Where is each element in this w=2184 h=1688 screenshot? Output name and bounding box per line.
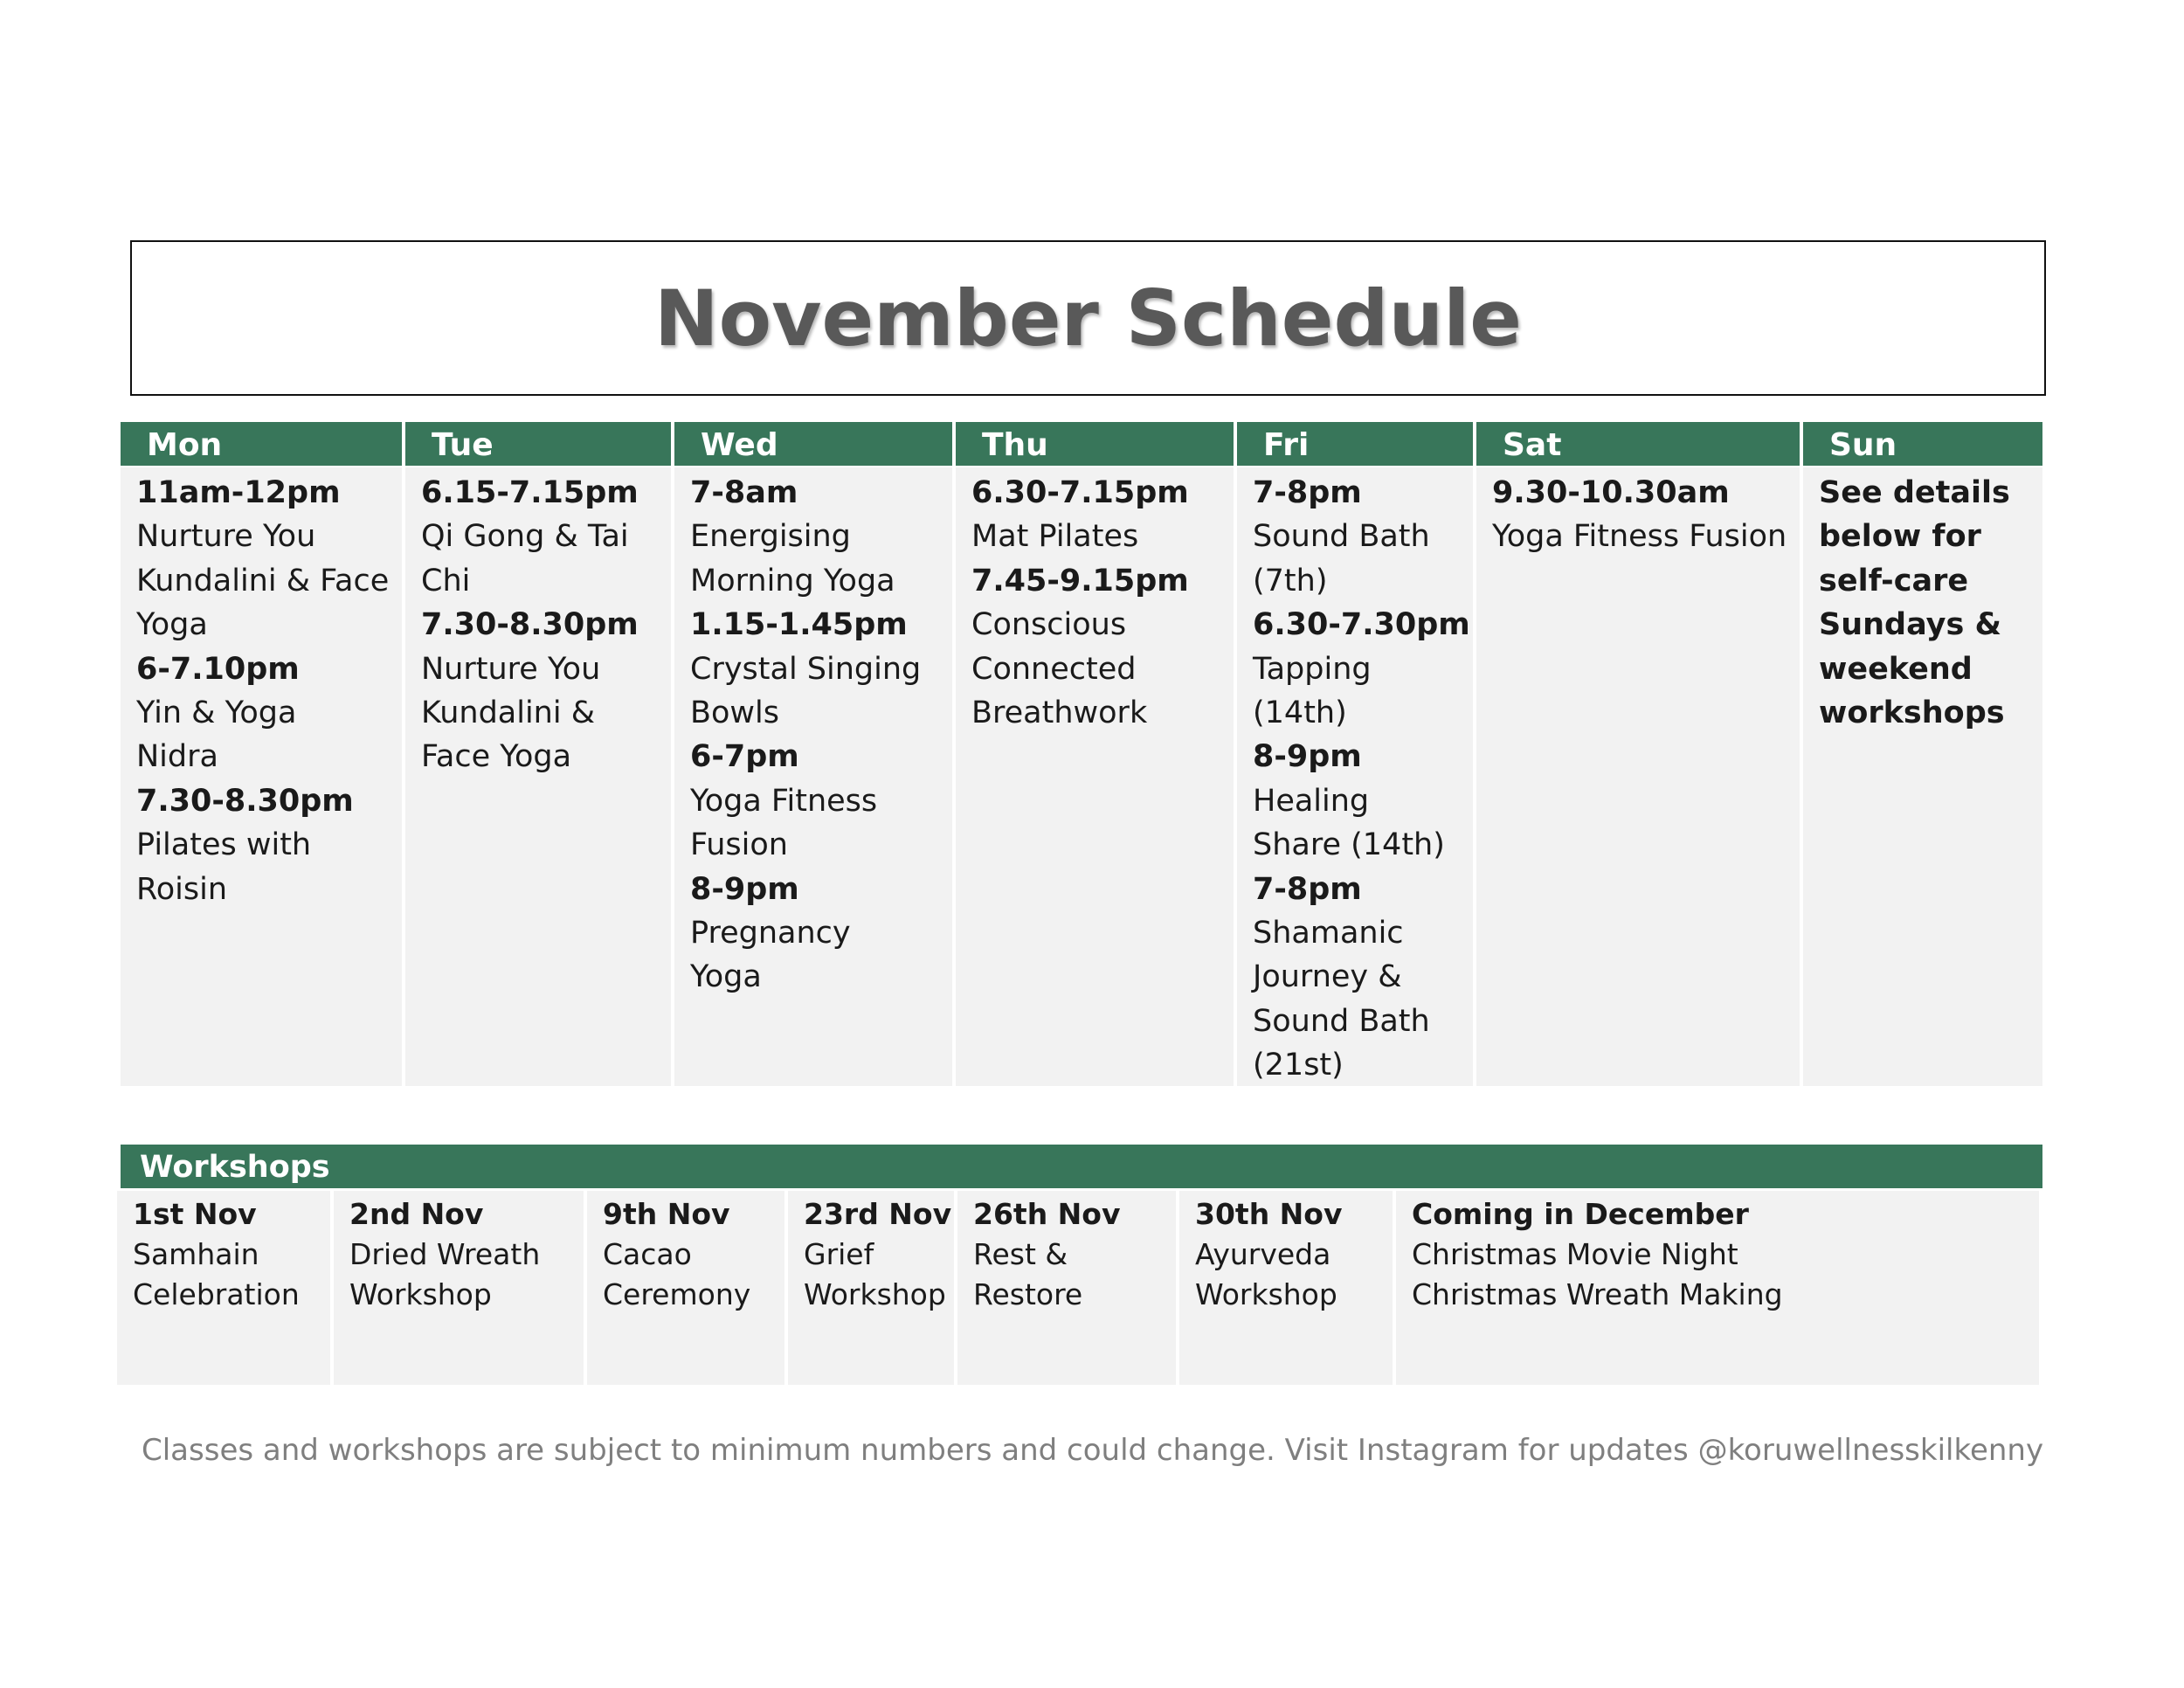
class-time: 6-7pm (690, 739, 799, 775)
class-name-line: Roisin (136, 871, 228, 907)
class-time: 7.30-8.30pm (136, 783, 354, 819)
sunday-note-line: See details (1819, 475, 2010, 510)
day-column-sat (1476, 422, 1800, 1086)
day-column-mon (121, 422, 402, 1086)
day-header: Wed (674, 422, 952, 466)
class-name-line: Pregnancy (690, 916, 851, 951)
workshop-item (1396, 1191, 2039, 1385)
sunday-note-line: Sundays & (1819, 607, 2001, 643)
workshop-name-line: Christmas Movie Night (1412, 1237, 1738, 1271)
workshop-date: 23rd Nov (804, 1197, 952, 1231)
weekly-schedule (121, 422, 2042, 1086)
day-header: Tue (405, 422, 671, 466)
day-column-thu (956, 422, 1234, 1086)
class-name-line: (21st) (1253, 1048, 1344, 1083)
workshop-date: Coming in December (1412, 1197, 1749, 1231)
class-time: 7.45-9.15pm (971, 563, 1189, 598)
sunday-note-line: workshops (1819, 695, 2005, 731)
title-box (130, 240, 2046, 396)
sunday-note-line: below for (1819, 519, 1981, 555)
day-header: Sun (1803, 422, 2042, 466)
class-name-line: Kundalini & Face (136, 563, 390, 598)
workshop-name-line: Restore (973, 1277, 1083, 1311)
workshop-item (117, 1191, 330, 1385)
workshop-date: 1st Nov (133, 1197, 257, 1231)
day-header: Sat (1476, 422, 1800, 466)
class-time: 8-9pm (1253, 739, 1362, 775)
day-body (674, 467, 952, 1086)
day-body (1476, 467, 1800, 1086)
class-time: 7-8pm (1253, 475, 1362, 510)
day-column-fri (1237, 422, 1473, 1086)
workshops-row (121, 1191, 2042, 1385)
class-name-line: Yoga (136, 607, 208, 643)
day-header: Fri (1237, 422, 1473, 466)
workshop-date: 9th Nov (603, 1197, 730, 1231)
workshop-name-line: Rest & (973, 1237, 1068, 1271)
class-time: 7-8am (690, 475, 798, 510)
workshop-name-line: Workshop (1195, 1277, 1337, 1311)
day-column-tue (405, 422, 671, 1086)
class-name-line: Tapping (1253, 651, 1372, 687)
day-body (956, 467, 1234, 1086)
class-name-line: Energising (690, 519, 851, 555)
class-name-line: Yin & Yoga (136, 695, 297, 731)
workshop-name-line: Workshop (804, 1277, 946, 1311)
class-name-line: Yoga Fitness (690, 783, 878, 819)
class-name-line: Sound Bath (1253, 519, 1430, 555)
page-title: November Schedule (654, 273, 1522, 363)
class-name-line: Kundalini & (421, 695, 596, 731)
class-name-line: Chi (421, 563, 471, 598)
sunday-note-line: weekend (1819, 651, 1973, 687)
class-name-line: Yoga Fitness Fusion (1492, 519, 1787, 555)
class-name-line: Nurture You (136, 519, 316, 555)
day-column-sun (1803, 422, 2042, 1086)
workshop-name-line: Christmas Wreath Making (1412, 1277, 1783, 1311)
class-name-line: Morning Yoga (690, 563, 895, 598)
workshop-date: 30th Nov (1195, 1197, 1343, 1231)
workshop-name-line: Cacao (603, 1237, 692, 1271)
workshop-item (1179, 1191, 1393, 1385)
class-name-line: Connected (971, 651, 1137, 687)
workshop-date: 2nd Nov (349, 1197, 484, 1231)
workshop-name-line: Celebration (133, 1277, 300, 1311)
class-name-line: Bowls (690, 695, 780, 731)
class-time: 7-8pm (1253, 871, 1362, 907)
class-time: 1.15-1.45pm (690, 607, 908, 643)
class-name-line: Fusion (690, 827, 788, 863)
class-time: 6.30-7.15pm (971, 475, 1189, 510)
class-name-line: Shamanic (1253, 916, 1404, 951)
class-name-line: Yoga (690, 959, 762, 995)
class-name-line: Qi Gong & Tai (421, 519, 629, 555)
workshop-name-line: Grief (804, 1237, 874, 1271)
workshop-name-line: Ceremony (603, 1277, 751, 1311)
day-body (1237, 467, 1473, 1086)
workshops-section (121, 1145, 2042, 1385)
class-name-line: Face Yoga (421, 739, 572, 775)
day-header: Mon (121, 422, 402, 466)
class-name-line: Journey & (1253, 959, 1402, 995)
class-name-line: Conscious (971, 607, 1127, 643)
class-name-line: Sound Bath (1253, 1003, 1430, 1039)
class-name-line: Mat Pilates (971, 519, 1139, 555)
class-time: 7.30-8.30pm (421, 607, 639, 643)
class-time: 6-7.10pm (136, 651, 300, 687)
class-time: 6.30-7.30pm (1253, 607, 1470, 643)
class-name-line: Nurture You (421, 651, 601, 687)
class-time: 6.15-7.15pm (421, 475, 639, 510)
class-time: 8-9pm (690, 871, 799, 907)
workshop-name-line: Samhain (133, 1237, 259, 1271)
day-body (405, 467, 671, 1086)
day-body (1803, 467, 2042, 1086)
workshop-item (587, 1191, 784, 1385)
class-time: 11am-12pm (136, 475, 341, 510)
class-name-line: Share (14th) (1253, 827, 1445, 863)
workshop-item (334, 1191, 584, 1385)
class-name-line: (7th) (1253, 563, 1328, 598)
workshops-heading: Workshops (121, 1145, 2042, 1188)
workshop-item (788, 1191, 954, 1385)
sunday-note-line: self-care (1819, 563, 1969, 598)
workshop-name-line: Dried Wreath (349, 1237, 541, 1271)
workshop-date: 26th Nov (973, 1197, 1121, 1231)
footer-note: Classes and workshops are subject to minimum numbers and could change. Visit Instagram for updates @koruwellnesskilkenny (142, 1433, 2044, 1468)
workshop-item (957, 1191, 1176, 1385)
class-name-line: Nidra (136, 739, 218, 775)
class-time: 9.30-10.30am (1492, 475, 1730, 510)
day-column-wed (674, 422, 952, 1086)
class-name-line: Crystal Singing (690, 651, 922, 687)
workshop-name-line: Ayurveda (1195, 1237, 1331, 1271)
class-name-line: Pilates with (136, 827, 312, 863)
class-name-line: Healing (1253, 783, 1370, 819)
class-name-line: (14th) (1253, 695, 1347, 731)
day-header: Thu (956, 422, 1234, 466)
class-name-line: Breathwork (971, 695, 1148, 731)
day-body (121, 467, 402, 1086)
workshop-name-line: Workshop (349, 1277, 492, 1311)
